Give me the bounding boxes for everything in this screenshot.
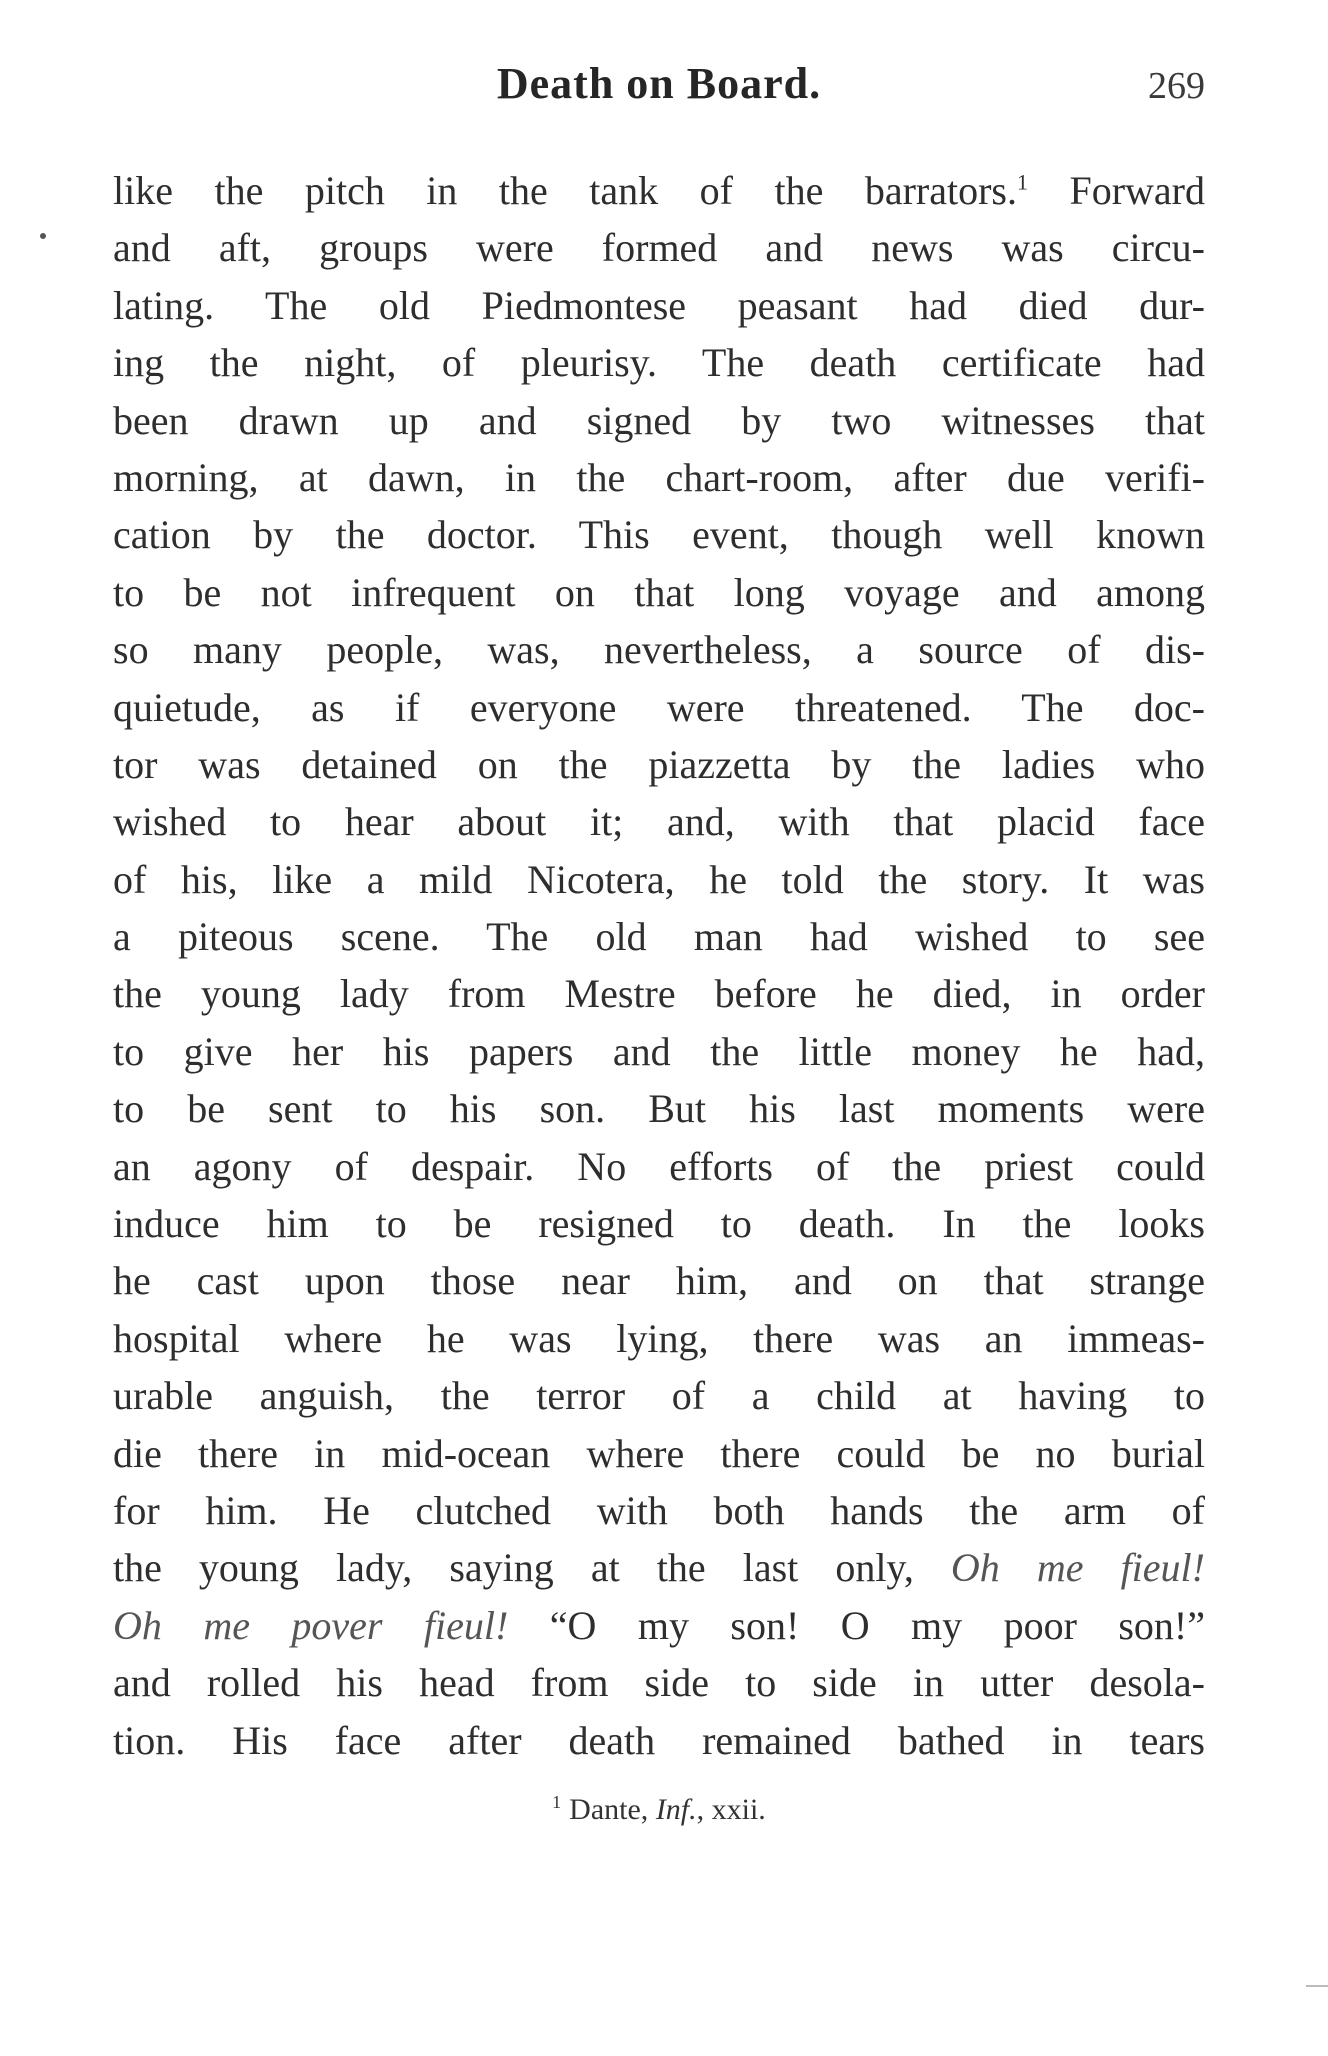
text-line <box>113 851 1205 908</box>
line-text: urable anguish, the terror of a child at having to <box>113 1373 1205 1419</box>
line-text: he cast upon those near him, and on that strange <box>113 1258 1205 1304</box>
text-line <box>113 1425 1205 1482</box>
text-line <box>113 1654 1205 1711</box>
line-text: a piteous scene. The old man had wished to see <box>113 914 1205 960</box>
line-text: ing the night, of pleurisy. The death certificate had <box>113 340 1205 386</box>
text-line <box>113 1138 1205 1195</box>
line-text: to be not infrequent on that long voyage and among <box>113 569 1205 615</box>
line-text: cation by the doctor. This event, though well known <box>113 512 1205 558</box>
line-text: like the pitch in the tank of the barrators. <box>113 168 1017 213</box>
line-text: and rolled his head from side to side in utter desola- <box>113 1660 1205 1706</box>
text-line <box>113 965 1205 1022</box>
line-text: the young lady, saying at the last only, <box>113 1545 951 1591</box>
text-line <box>113 1252 1205 1309</box>
running-head <box>113 58 1205 118</box>
page-number: 269 <box>1148 65 1205 107</box>
line-text: lating. The old Piedmontese peasant had died dur- <box>113 282 1205 328</box>
text-line <box>113 1367 1205 1424</box>
line-text: the young lady from Mestre before he died, in order <box>113 971 1205 1017</box>
line-text: morning, at dawn, in the chart-room, after due verifi- <box>113 454 1205 500</box>
text-line <box>113 1482 1205 1539</box>
line-text: an agony of despair. No efforts of the priest could <box>113 1143 1205 1189</box>
line-text: “O my son! O my poor son!” <box>508 1602 1205 1648</box>
text-line <box>113 506 1205 563</box>
text-line <box>113 564 1205 621</box>
text-line <box>113 162 1205 219</box>
line-text: to give her his papers and the little money he had, <box>113 1028 1205 1074</box>
footnote-marker: 1 <box>552 1792 562 1812</box>
line-text: hospital where he was lying, there was an immeas- <box>113 1315 1205 1361</box>
text-line <box>113 908 1205 965</box>
line-text: wished to hear about it; and, with that placid face <box>113 799 1205 845</box>
line-text: tor was detained on the piazzetta by the ladies who <box>113 741 1205 787</box>
text-line <box>113 1195 1205 1252</box>
line-text: quietude, as if everyone were threatened. The doc- <box>113 684 1205 730</box>
text-line <box>113 1023 1205 1080</box>
footnote-author: Dante, <box>569 1793 656 1826</box>
text-line <box>113 736 1205 793</box>
text-line <box>113 1539 1205 1596</box>
footnote-reference: 1 <box>1016 169 1028 195</box>
footnote-rest: , xxii. <box>696 1793 766 1826</box>
text-line <box>113 277 1205 334</box>
line-text: and aft, groups were formed and news was circu- <box>113 225 1205 271</box>
text-line <box>113 1597 1205 1654</box>
italic-text: Oh me fieul! <box>950 1545 1205 1591</box>
footnote-work: Inf. <box>655 1793 697 1826</box>
body-text <box>113 162 1205 1769</box>
text-line <box>113 449 1205 506</box>
running-title: Death on Board. <box>496 59 822 108</box>
text-line <box>113 1310 1205 1367</box>
text-line <box>113 392 1205 449</box>
footnote <box>113 1792 1205 1827</box>
text-line <box>113 621 1205 678</box>
line-text: of his, like a mild Nicotera, he told the story. It was <box>113 856 1205 902</box>
line-text: to be sent to his son. But his last moments were <box>113 1086 1205 1132</box>
scan-edge-mark <box>1306 1985 1328 1987</box>
text-line <box>113 334 1205 391</box>
italic-text: Oh me pover fieul! <box>113 1602 509 1648</box>
text-line <box>113 679 1205 736</box>
line-text: tion. His face after death remained bathed in tears <box>113 1717 1205 1763</box>
line-text: so many people, was, nevertheless, a source of dis- <box>113 627 1205 673</box>
line-text: die there in mid-ocean where there could be no burial <box>113 1430 1205 1476</box>
line-text: induce him to be resigned to death. In the looks <box>113 1201 1205 1247</box>
line-text-after: Forward <box>1027 168 1206 213</box>
line-text: for him. He clutched with both hands the arm of <box>113 1487 1205 1533</box>
text-line <box>113 219 1205 276</box>
line-text: been drawn up and signed by two witnesses that <box>113 397 1205 443</box>
text-line <box>113 1080 1205 1137</box>
text-line <box>113 1712 1205 1769</box>
margin-dot <box>40 233 46 239</box>
text-line <box>113 793 1205 850</box>
